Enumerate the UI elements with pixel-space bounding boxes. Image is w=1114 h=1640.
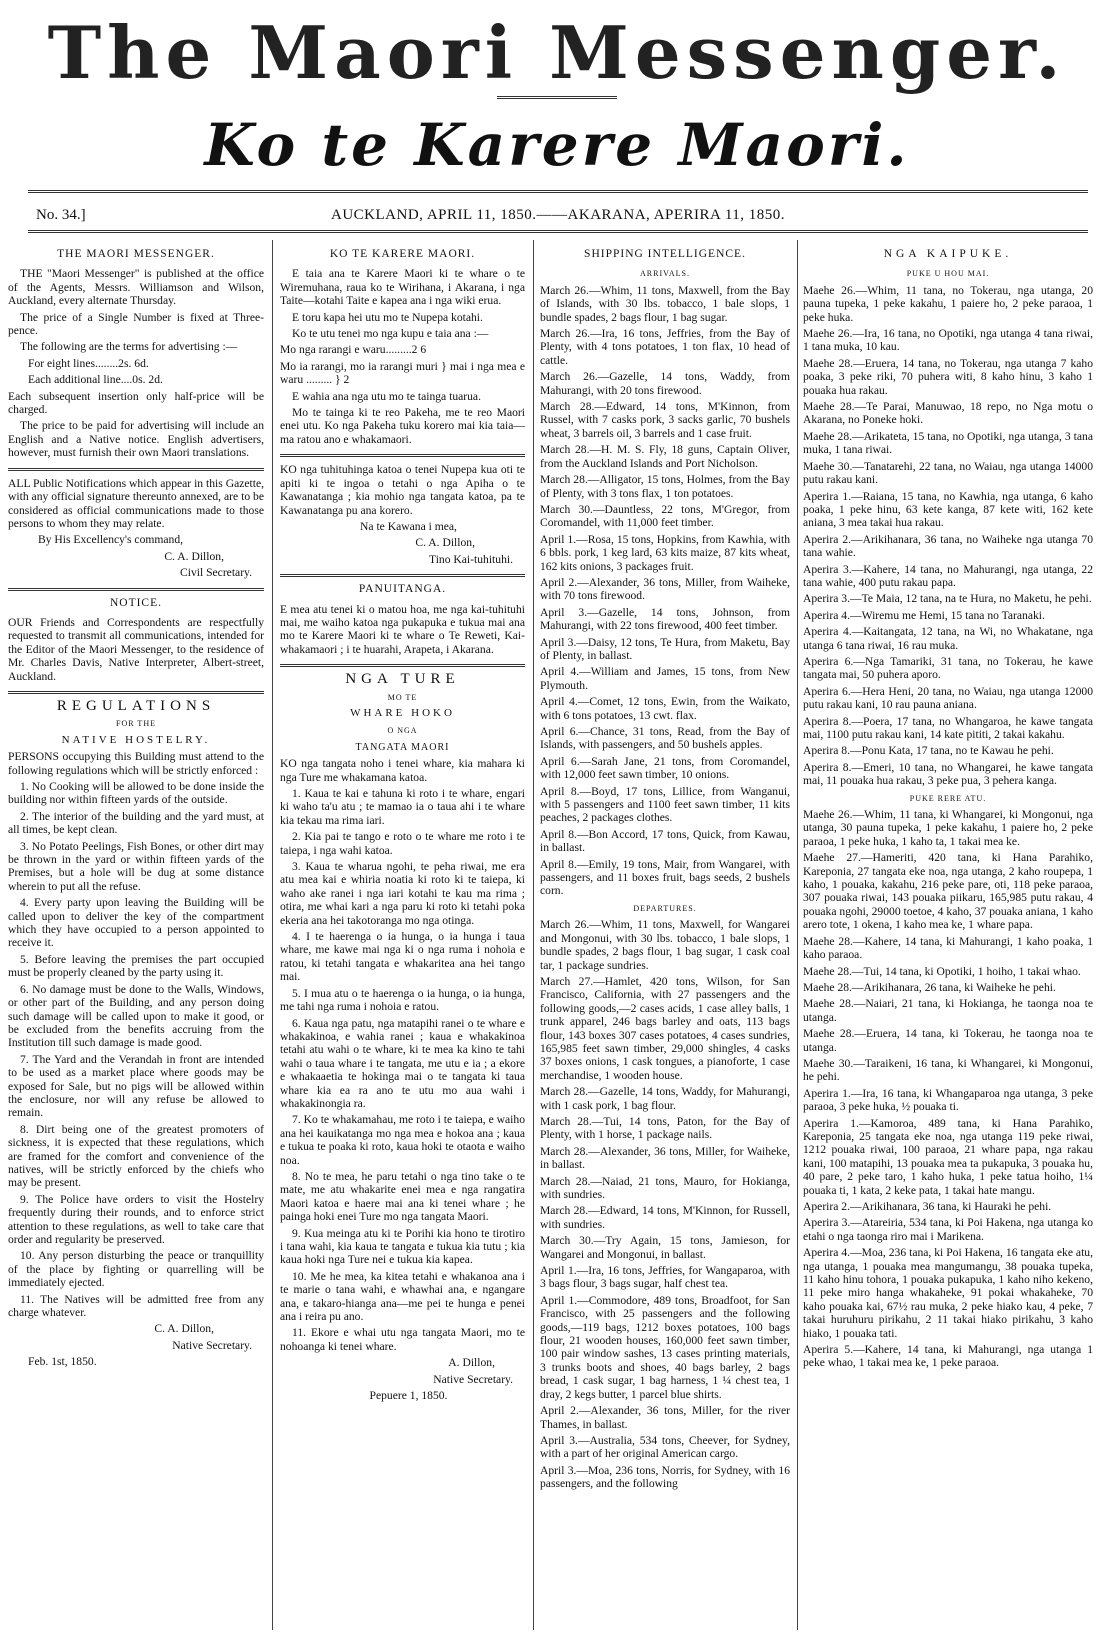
public-notice: KO nga tuhituhinga katoa o tenei Nupepa kua oti te apiti ki te ingoa o tetahi o nga Apiha o te Kawanatanga ; kia mohio nga tangata katoa, pa te Kawanatanga pu ana korero. bbox=[280, 463, 525, 517]
regulation-item: 3. Kaua te wharua ngohi, te peha riwai, me era atu mea kai e whiria noatia ki roto ki te taiepa, ki waho ake ranei i nga iari kotahi te kau ma rima ; otira, me whai kari a nga paru ki roto ki tetahi poka ekeria ana hei takotoranga mo nga otinga. bbox=[280, 860, 525, 927]
section-rule bbox=[8, 468, 264, 471]
shipping-entry: March 28.—Edward, 14 tons, M'Kinnon, from Russel, with 7 casks pork, 3 sacks garlic, 70 bushels wheat, 3 barrels oil, 3 barrels and 1 case fruit. bbox=[540, 400, 790, 440]
shipping-entry: Maehe 28.—Tui, 14 tana, ki Opotiki, 1 hoiho, 1 takai whao. bbox=[803, 964, 1081, 978]
shipping-entry: April 6.—Sarah Jane, 21 tons, from Coromandel, with 12,000 feet sawn timber, 10 onions. bbox=[540, 754, 790, 782]
regulation-item: 10. Me he mea, ka kitea tetahi e whakanoa ana i te marie o tana wahi, e whawhai ana, e ngangare ana, e takaro-hianga ana—me pei te hunga e penei ana i reira pu ano. bbox=[280, 1269, 525, 1324]
regulation-item: 1. No Cooking will be allowed to be done inside the building nor within fifteen yards of the outside. bbox=[8, 780, 264, 807]
regulation-item: 4. Every party upon leaving the Building will be called upon to deliver the key of the compartment which they have occupied to a person appointed to receive it. bbox=[8, 896, 264, 950]
column-divider-1 bbox=[272, 240, 273, 1630]
dateline-rule bbox=[28, 230, 1088, 233]
regulations-of: O NGA bbox=[387, 726, 418, 736]
advert-rate: Mo nga rarangi e waru.........2 6 bbox=[280, 343, 427, 357]
shipping-entry: April 2.—Alexander, 36 tons, Miller, from Waiheke, with 70 tons firewood. bbox=[540, 575, 790, 603]
shipping-entry: April 1.—Rosa, 15 tons, Hopkins, from Kawhia, with 6 bbls. pork, 1 keg lard, 63 kits maize, 87 kits wheat, 162 kits onions, 3 packages fruit. bbox=[540, 532, 790, 573]
intro-paragraph: The price to be paid for advertising will include an English and a Native notice. English advertisers, however, must furnish their own Maori translations. bbox=[8, 419, 264, 460]
regulation-item: 9. Kua meinga atu ki te Porihi kia hono te tirotiro i tana wahi, kia kaua te tangata e tukua kia tutu ; kia kaua hoki nga Ture nei e tukua kia kapea. bbox=[280, 1226, 525, 1267]
intro-paragraph: Ko te utu tenei mo nga kupu e taia ana :— bbox=[292, 327, 489, 341]
column-divider-2 bbox=[533, 240, 534, 1630]
signature-line: Na te Kawana i mea, bbox=[360, 519, 457, 533]
intro-paragraph: The following are the terms for advertising :— bbox=[20, 340, 238, 354]
signature-line: Native Secretary. bbox=[433, 1372, 513, 1386]
notice-heading: PANUITANGA. bbox=[358, 583, 447, 596]
signature-line: A. Dillon, bbox=[448, 1356, 495, 1370]
regulation-item: 6. Kaua nga patu, nga matapihi ranei o te whare e whakakinoa, e wahia ranei ; kaua e whakakinoa tetahi atu wahi o te whare, ki te mea ka kino te tahi wahi o taua whare i te tangata, me utu e ia ; a ekore e whakaaetia te hokinga mai o te tangata ki taua whare kia ea ra ano te utu mo aua wahi i whakakinongia ra. bbox=[280, 1016, 525, 1110]
intro-paragraph: The price of a Single Number is fixed at Three-pence. bbox=[8, 310, 264, 338]
shipping-entry: Maehe 27.—Hameriti, 420 tana, ki Hana Parahiko, Kareponia, 27 tangata eke noa, nga utanga, 2 kaho roupepa, 1 kaho, 1 pouaka, kakahu, 216 peke pare, oti, 118 peke paraoa, 307 pouaka riwai, 143 pouaka piikaru, 165,985 putu rakau, 4 pouaka ngohi, 29000 toetoe, 4 kaho, 37 pouaka aniana, 1 kaho arero tote, 1 okena, 1 kaho mea ke, 1 whare papa. bbox=[803, 851, 1093, 932]
intro-paragraph: Each subsequent insertion only half-price will be charged. bbox=[8, 389, 264, 417]
shipping-entry: Aperira 5.—Kahere, 14 tana, ki Mahurangi, nga utanga 1 peke whao, 1 takai mea ke, 1 peke paraoa. bbox=[803, 1343, 1093, 1370]
arrivals-list bbox=[803, 284, 1093, 788]
shipping-entry: March 28.—Alexander, 36 tons, Miller, for Waiheke, in ballast. bbox=[540, 1144, 790, 1172]
regulation-date: Pepuere 1, 1850. bbox=[369, 1389, 448, 1403]
shipping-entry: Aperira 4.—Moa, 236 tana, ki Poi Hakena, 16 tangata eke atu, nga utanga, 1 pouaka mea mangumangu, 38 pouaka tupeka, 11 kaho hinu tohora, 1 pouaka pukapuka, 1 kaho niho kekeno, 11 peke miro hanga whakaheke, 91 pokai whakaheke, 70 kaho pouaka kai, 67½ rau muka, 2 peke hiako kau, 4 peke, 7 takai huruhuru pirikahu, 2 11 takai hiako pirikahu, 3 kaho hiako, 1 pouaka tati. bbox=[803, 1246, 1093, 1340]
shipping-entry: Maehe 30.—Taraikeni, 16 tana, ki Whangarei, ki Mongonui, he pehi. bbox=[803, 1056, 1093, 1084]
shipping-entry: Aperira 8.—Ponu Kata, 17 tana, no te Kawau he pehi. bbox=[803, 744, 1054, 758]
regulation-item: 7. The Yard and the Verandah in front are intended to be used as a market place where goods may be exposed for Sale, but no pigs will be allowed within the enclosure, nor will any refuse be allowed to remain. bbox=[8, 1052, 264, 1120]
regulations-heading: REGULATIONS bbox=[56, 697, 216, 714]
shipping-entry: March 27.—Hamlet, 420 tons, Wilson, for San Francisco, California, with 27 passengers and the following goods,—2 cases acids, 1 case alley balls, 1 trunk apparel, 246 bags barley and oats, 113 bags flour, 143 boxes 307 cases potatoes, 4 cases sundries, 165,985 feet sawn timber, 29,000 shingles, 4 casks 37 boxes onions, 1 cask tongues, a pianoforte, 1 case merchandise, 1 wooden house. bbox=[540, 974, 790, 1082]
departures-list bbox=[540, 918, 790, 1490]
shipping-entry: Aperira 2.—Arikihanara, 36 tana, ki Hauraki he pehi. bbox=[803, 1200, 1052, 1213]
departures-heading: DEPARTURES. bbox=[633, 903, 697, 913]
departures-heading: PUKE RERE ATU. bbox=[909, 793, 987, 803]
kaipuke-heading: NGA KAIPUKE. bbox=[883, 248, 1013, 260]
column-divider-3 bbox=[797, 240, 798, 1630]
signature-line: Civil Secretary. bbox=[179, 566, 252, 580]
shipping-entry: Maehe 26.—Ira, 16 tana, no Opotiki, nga utanga 4 tana riwai, 1 tana muka, 10 kau. bbox=[803, 327, 1093, 354]
regulation-item: 2. Kia pai te tango e roto o te whare me roto i te taiepa, i nga wahi katoa. bbox=[280, 830, 525, 857]
column-shipping-maori bbox=[803, 246, 1093, 1373]
shipping-entry: Aperira 3.—Te Maia, 12 tana, na te Hura, no Maketu, he pehi. bbox=[803, 592, 1092, 606]
shipping-entry: April 3.—Gazelle, 14 tons, Johnson, from Mahurangi, with 22 tons firewood, 400 feet timber. bbox=[540, 605, 790, 633]
shipping-entry: March 30.—Try Again, 15 tons, Jamieson, for Wangarei and Mongonui, in ballast. bbox=[540, 1234, 790, 1261]
shipping-entry: Maehe 28.—Eruera, 14 tana, ki Tokerau, he taonga noa te utanga. bbox=[803, 1027, 1093, 1054]
shipping-entry: April 3.—Moa, 236 tons, Norris, for Sydney, with 16 passengers, and the following bbox=[540, 1463, 790, 1491]
shipping-entry: Aperira 8.—Poera, 17 tana, no Whangaroa, he kawe tangata mai, 1100 putu rakau kani, 14 kate pititi, 2 takai kakahu. bbox=[803, 714, 1093, 741]
regulations-subheading: NATIVE HOSTELRY. bbox=[61, 733, 211, 746]
regulation-item: 1. Kaua te kai e tahuna ki roto i te whare, engari ki waho ta'u atu ; te mamao ia o taua ahi i te whare kia tekau ma rima iari. bbox=[280, 787, 525, 827]
notice-paragraph: E mea atu tenei ki o matou hoa, me nga kai-tuhituhi mai, me waiho katoa nga pukapuka e tukua mai ana mo te Karere Maori ki te whare o Te Reweti, Kai-whakamaori ; i te huarahi, Arapeta, i Akarana. bbox=[280, 602, 525, 656]
messenger-heading: THE MAORI MESSENGER. bbox=[57, 248, 215, 260]
issue-number: No. 34.] bbox=[36, 207, 86, 223]
column-shipping-english bbox=[540, 246, 790, 1494]
notice-paragraph: OUR Friends and Correspondents are respectfully requested to transmit all communications, intended for the Editor of the Maori Messenger, to the residence of Mr. Charles Davis, Native Interpreter, Albert-street, Auckland. bbox=[8, 615, 264, 683]
column-maori-notices bbox=[280, 246, 525, 1405]
intro-paragraph: E wahia ana nga utu mo te tainga tuarua. bbox=[292, 389, 481, 403]
section-rule bbox=[280, 454, 525, 457]
shipping-entry: April 6.—Chance, 31 tons, Read, from the Bay of Islands, with passengers, and 50 bushels apples. bbox=[540, 725, 790, 752]
shipping-entry: March 28.—H. M. S. Fly, 18 guns, Captain Oliver, from the Auckland Islands and Port Nicholson. bbox=[540, 443, 790, 470]
signature-line: Tino Kai-tuhituhi. bbox=[429, 552, 513, 566]
shipping-entry: March 28.—Alligator, 15 tons, Holmes, from the Bay of Plenty, with 3 tons flax, 1 ton potatoes. bbox=[540, 473, 790, 500]
regulation-item: 8. Dirt being one of the greatest promoters of sickness, it is expected that these regulations, which are framed for the comfort and convenience of the natives, will be strictly enforced by the chiefs who may be present. bbox=[8, 1122, 264, 1190]
shipping-entry: March 28.—Naiad, 21 tons, Mauro, for Hokianga, with sundries. bbox=[540, 1174, 790, 1201]
regulation-item: 9. The Police have orders to visit the Hostelry frequently during their rounds, and to enforce strict attention to these regulations, as well to take care that order and regularity be preserved. bbox=[8, 1192, 264, 1246]
shipping-entry: March 28.—Edward, 14 tons, M'Kinnon, for Russell, with sundries. bbox=[540, 1204, 790, 1231]
shipping-entry: Maehe 26.—Whim, 11 tana, ki Whangarei, ki Mongonui, nga utanga, 30 pauna tupeka, 1 peke kakahu, 1 paiere ho, 2 peke paraoa, 1 peke huka, 1 kaho ta, 1 takai mea ke. bbox=[803, 808, 1093, 848]
shipping-entry: April 8.—Boyd, 17 tons, Lillice, from Wanganui, with 5 passengers and 1100 feet sawn timber, 11 kits peaches, 2 packages clothes. bbox=[540, 784, 790, 825]
masthead-english: The Maori Messenger. bbox=[47, 10, 1067, 95]
column-english-notices bbox=[8, 246, 264, 1372]
regulation-item: 4. I te haerenga o ia hunga, o ia hunga i taua whare, me kawe mai nga ki o nga ruma i nohoia e ratou, ki tetahi tangata e whakaritea ana hei tango mai. bbox=[280, 930, 525, 984]
shipping-entry: Maehe 28.—Arikateta, 15 tana, no Opotiki, nga utanga, 3 tana muka, 1 tana riwai. bbox=[803, 429, 1093, 457]
regulation-date: Feb. 1st, 1850. bbox=[28, 1355, 97, 1369]
regulation-item: 8. No te mea, he paru tetahi o nga tino take o te mate, me atu whakarite enei mea e nga rangatira Maori katoa e haere mai ana ki tenei whare ; he painga hoki enei Ture mo nga tangata Maori. bbox=[280, 1169, 525, 1224]
shipping-entry: Aperira 3.—Kahere, 14 tana, no Mahurangi, nga utanga, 22 tana wahie, 400 putu rakau papa. bbox=[803, 562, 1093, 589]
intro-paragraph: THE "Maori Messenger" is published at the office of the Agents, Messrs. Williamson and Wilson, Auckland, every alternate Thursday. bbox=[8, 267, 264, 308]
signature-line: C. A. Dillon, bbox=[154, 1322, 214, 1336]
masthead-maori: Ko te Karere Maori. bbox=[204, 111, 910, 179]
masthead-rule bbox=[28, 190, 1088, 193]
regulation-item: 3. No Potato Peelings, Fish Bones, or other dirt may be thrown in the yard or within fifteen yards of the Premises, but a hole will be dug at some distance wherein to put all the refuse. bbox=[8, 839, 264, 893]
intro-paragraph: Mo te tainga ki te reo Pakeha, me te reo Maori enei utu. Ko nga Pakeha tuku korero mai kia taia—ma ratou ano e whakamaori. bbox=[280, 406, 525, 446]
advert-rate: For eight lines........2s. 6d. bbox=[28, 356, 149, 370]
signature-line: C. A. Dillon, bbox=[164, 549, 224, 563]
shipping-entry: March 26.—Whim, 11 tons, Maxwell, from the Bay of Islands, with 30 lbs. tobacco, 1 bale slops, 1 bundle spades, 2 bags flour, 1 bag sugar. bbox=[540, 283, 790, 324]
dateline bbox=[28, 205, 1088, 227]
shipping-entry: Maehe 26.—Whim, 11 tana, no Tokerau, nga utanga, 20 pauna tupeka, 1 peke kakahu, 1 paiere ho, 2 peke paraoa, 1 peke huka. bbox=[803, 283, 1093, 324]
regulation-item: 6. No damage must be done to the Walls, Windows, or other part of the Building, and any person doing such damage will be called upon to make it good, or be excluded from the benefits accruing from the Institution till such damage is made good. bbox=[8, 982, 264, 1050]
section-rule bbox=[280, 664, 525, 667]
signature-line: By His Excellency's command, bbox=[38, 533, 184, 547]
public-notice: ALL Public Notifications which appear in this Gazette, with any official signature thereunto annexed, are to be considered as official communications made to those persons to whom they may relate. bbox=[8, 476, 264, 530]
shipping-entry: March 28.—Tui, 14 tons, Paton, for the Bay of Plenty, with 1 horse, 1 package nails. bbox=[540, 1114, 790, 1142]
regulation-item: KO nga tangata noho i tenei whare, kia mahara ki nga Ture me whakamana katoa. bbox=[280, 757, 525, 784]
regulation-item: 5. I mua atu o te haerenga o ia hunga, o ia hunga, me tahi nga ruma i nohoia e ratou. bbox=[280, 986, 525, 1014]
shipping-entry: April 2.—Alexander, 36 tons, Miller, for the river Thames, in ballast. bbox=[540, 1404, 790, 1431]
shipping-entry: April 4.—Comet, 12 tons, Ewin, from the Waikato, with 6 tons potatoes, 13 cwt. flax. bbox=[540, 695, 790, 722]
masthead-ornament-rule bbox=[497, 96, 617, 99]
shipping-entry: Aperira 8.—Emeri, 10 tana, no Whangarei, he kawe tangata mai, 11 pouaka hua rakau, 3 peke pua, 3 pehera kanga. bbox=[803, 760, 1093, 788]
regulations-subheading: WHARE HOKO bbox=[350, 706, 455, 719]
regulation-item: 11. The Natives will be admitted free from any charge whatever. bbox=[8, 1292, 264, 1320]
shipping-entry: Aperira 6.—Hera Heni, 20 tana, no Waiau, nga utanga 12000 putu rakau kani, 10 rau pauna aniana. bbox=[803, 684, 1093, 712]
shipping-entry: April 8.—Bon Accord, 17 tons, Quick, from Kawau, in ballast. bbox=[540, 827, 790, 855]
shipping-entry: March 30.—Dauntless, 22 tons, M'Gregor, from Coromandel, with 11,000 feet timber. bbox=[540, 502, 790, 530]
shipping-entry: Maehe 28.—Kahere, 14 tana, ki Mahurangi, 1 kaho poaka, 1 kaho paraoa. bbox=[803, 934, 1093, 962]
signature-line: C. A. Dillon, bbox=[415, 536, 475, 550]
regulation-item: PERSONS occupying this Building must attend to the following regulations which will be strictly enforced : bbox=[8, 750, 264, 777]
karere-heading: KO TE KARERE MAORI. bbox=[329, 248, 476, 260]
shipping-entry: April 1.—Commodore, 489 tons, Broadfoot, for San Francisco, with 25 passengers and the following goods,—119 bags, 1212 boxes potatoes, 100 bags flour, 21 wooden houses, 160,000 feet sawn timber, 100 pair window sashes, 13 cases printing materials, 3 trunks boots and shoes, 40 bags barley, 2 bags bread, 1 cask sugar, 1 bag harness, 1 ¼ chest tea, 1 dray, 2 kegs butter, 1 parcel blue shirts. bbox=[540, 1293, 790, 1401]
issue-date: AUCKLAND, APRIL 11, 1850.——AKARANA, APERIRA 11, 1850. bbox=[330, 207, 786, 223]
shipping-entry: Aperira 2.—Arikihanara, 36 tana, no Waiheke nga utanga 70 tana wahie. bbox=[803, 532, 1093, 560]
shipping-entry: March 26.—Gazelle, 14 tons, Waddy, from Mahurangi, with 20 tons firewood. bbox=[540, 370, 790, 397]
shipping-entry: Aperira 6.—Nga Tamariki, 31 tana, no Tokerau, he kawe tangata mai, 50 puhera aporo. bbox=[803, 654, 1093, 682]
shipping-entry: April 3.—Daisy, 12 tons, Te Hura, from Maketu, Bay of Plenty, in ballast. bbox=[540, 635, 790, 662]
shipping-entry: March 26.—Whim, 11 tons, Maxwell, for Wangarei and Mongonui, with 30 lbs. tobacco, 1 bale slops, 1 bundle spades, 2 bags flour, 1 bag sugar, 1 cask coal tar, 1 package sundries. bbox=[540, 918, 790, 972]
shipping-entry: Maehe 28.—Naiari, 21 tana, ki Hokianga, he taonga noa te utanga. bbox=[803, 997, 1093, 1024]
regulations-for: MO TE bbox=[387, 692, 418, 702]
regulation-item: 5. Before leaving the premises the part occupied must be properly cleaned by the party using it. bbox=[8, 952, 264, 980]
departures-list bbox=[803, 808, 1093, 1370]
section-rule bbox=[8, 691, 264, 694]
intro-paragraph: E toru kapa hei utu mo te Nupepa kotahi. bbox=[292, 310, 483, 324]
regulations-heading: NGA TURE bbox=[345, 671, 460, 688]
shipping-entry: April 3.—Australia, 534 tons, Cheever, for Sydney, with a part of her original American cargo. bbox=[540, 1433, 790, 1461]
shipping-entry: April 8.—Emily, 19 tons, Mair, from Wangarei, with passengers, and 11 boxes fruit, bags seeds, 2 bushels corn. bbox=[540, 857, 790, 898]
shipping-entry: Maehe 28.—Eruera, 14 tana, no Tokerau, nga utanga 7 kaho poaka, 3 peke riki, 70 puhera witi, 8 kaho hinu, 3 kaho 1 pouaka hua rakau. bbox=[803, 356, 1093, 397]
shipping-entry: Maehe 28.—Arikihanara, 26 tana, ki Waiheke he pehi. bbox=[803, 980, 1056, 994]
advert-rate: Mo ia rarangi, mo ia rarangi muri } mai i nga mea e waru ......... } 2 bbox=[280, 359, 525, 387]
regulation-item: 10. Any person disturbing the peace or tranquillity of the place by fighting or quarrelling will be immediately ejected. bbox=[8, 1249, 264, 1290]
section-rule bbox=[8, 588, 264, 591]
arrivals-heading: ARRIVALS. bbox=[640, 269, 690, 279]
shipping-entry: Maehe 30.—Tanatarehi, 22 tana, no Waiau, nga utanga 14000 putu rakau kani. bbox=[803, 459, 1093, 487]
shipping-entry: Aperira 4.—Kaitangata, 12 tana, na Wi, no Whakatane, nga utanga 6 tana riwai, 16 rau muka. bbox=[803, 625, 1093, 652]
arrivals-list bbox=[540, 284, 790, 898]
regulation-item: 11. Ekore e whai utu nga tangata Maori, mo te nohoanga ki tenei whare. bbox=[280, 1326, 525, 1353]
regulation-item: 2. The interior of the building and the yard must, at all times, be kept clean. bbox=[8, 809, 264, 837]
shipping-entry: Maehe 28.—Te Parai, Manuwao, 18 repo, no Nga motu o Akarana, no Poneke hoki. bbox=[803, 400, 1093, 427]
signature-line: Native Secretary. bbox=[172, 1338, 252, 1352]
shipping-entry: April 4.—William and James, 15 tons, from New Plymouth. bbox=[540, 665, 790, 692]
section-rule bbox=[280, 574, 525, 577]
shipping-entry: Aperira 1.—Raiana, 15 tana, no Kawhia, nga utanga, 6 kaho poaka, 1 peke hinu, 63 kete kanga, 87 kete witi, 162 kete aniana, 3 mea takai hua rakau. bbox=[803, 489, 1093, 530]
notice-heading: NOTICE. bbox=[109, 596, 163, 609]
regulation-item: 7. Ko te whakamahau, me roto i te taiepa, e waiho ana hei kauikatanga mo nga mea e hokoa ana ; kaua e tukua te poaka ki roto, kaua hoki te otaota e waiho noa. bbox=[280, 1113, 525, 1167]
regulations-for: FOR THE bbox=[116, 719, 156, 729]
shipping-entry: Aperira 1.—Kamoroa, 489 tana, ki Hana Parahiko, Kareponia, 25 tangata eke noa, nga utanga 119 peke riwai, 1212 pouaka riwai, 100 paraoa, 21 whare papa, nga rakau kani, 100 matapihi, 13 pouaka mea ta pukapuka, 3 pouaka hu, 40 pare, 2 peke taro, 1 kaho huka, 1 peke tatua hoiho, 1¼ pouaka ti, 1 kata, 2 keke pata, 1 takai hate mangu. bbox=[803, 1116, 1093, 1197]
shipping-heading: SHIPPING INTELLIGENCE. bbox=[584, 248, 746, 260]
shipping-entry: March 28.—Gazelle, 14 tons, Waddy, for Mahurangi, with 1 cask pork, 1 bag flour. bbox=[540, 1085, 790, 1112]
shipping-entry: March 26.—Ira, 16 tons, Jeffries, from the Bay of Plenty, with 4 tons potatoes, 1 ton flax, 10 head of cattle. bbox=[540, 327, 790, 367]
regulations-subheading: TANGATA MAORI bbox=[355, 741, 450, 753]
advert-rate: Each additional line....0s. 2d. bbox=[28, 373, 163, 387]
arrivals-heading: PUKE U HOU MAI. bbox=[906, 269, 990, 279]
shipping-entry: Aperira 4.—Wiremu me Hemi, 15 tana no Taranaki. bbox=[803, 608, 1045, 622]
shipping-entry: April 1.—Ira, 16 tons, Jeffries, for Wangaparoa, with 3 bags flour, 3 bags sugar, half chest tea. bbox=[540, 1264, 790, 1291]
intro-paragraph: E taia ana te Karere Maori ki te whare o te Wiremuhana, raua ko te Wirihana, i Akarana, i nga Taite—kotahi Taite e kapea ana i nga wiki erua. bbox=[280, 267, 525, 308]
shipping-entry: Aperira 1.—Ira, 16 tana, ki Whangaparoa nga utanga, 3 peke paraoa, 3 peke huka, ½ pouaka ti. bbox=[803, 1086, 1093, 1114]
shipping-entry: Aperira 3.—Atareiria, 534 tana, ki Poi Hakena, nga utanga ko etahi o nga taonga riro mai i Marikena. bbox=[803, 1216, 1093, 1243]
